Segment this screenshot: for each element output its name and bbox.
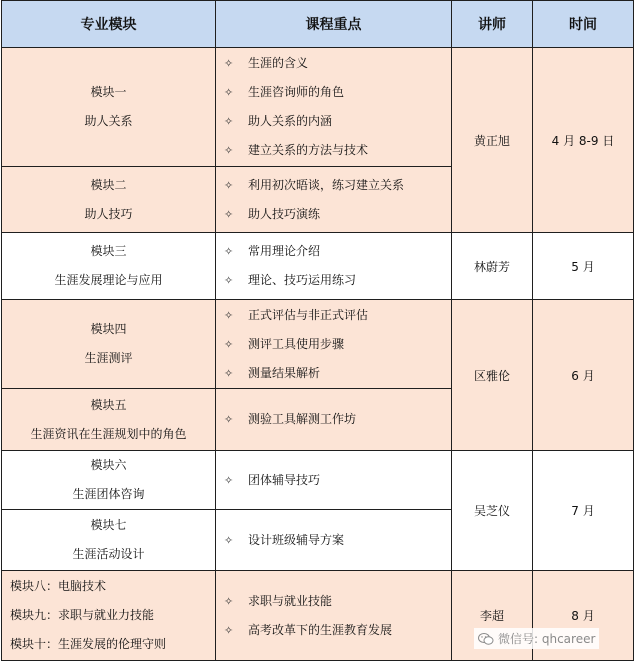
module-name: 模块六 [90,458,127,472]
diamond-icon: ✧ [224,413,234,426]
time-cell: 4 月 8-9 日 [533,48,634,233]
watermark [474,628,599,649]
module-name: 模块十：生涯发展的伦理守则 [10,637,167,651]
module-cell [2,167,216,233]
topics-cell [216,167,452,233]
module-cell [2,300,216,389]
module-name: 模块一 [90,85,127,99]
topic-item: ✧ 设计班级辅导方案 [224,526,451,555]
module-title: 生涯资讯在生涯规划中的角色 [30,426,187,441]
module-title: 生涯测评 [84,351,133,365]
topics-cell [216,451,452,510]
header-row [2,1,634,48]
table-row [2,233,634,300]
module-cell [2,571,216,661]
topics-cell [216,571,452,661]
topic-item: ✧ 测验工具解测工作坊 [224,405,451,434]
diamond-icon: ✧ [224,144,234,157]
topic-item: ✧ 团体辅导技巧 [224,466,451,495]
module-name: 模块二 [90,177,127,192]
wechat-icon [478,632,494,646]
topics-cell [216,300,452,389]
diamond-icon: ✧ [224,57,234,70]
time-cell: 6 月 [533,300,634,451]
lecturer-cell: 李超 [452,571,533,661]
diamond-icon: ✧ [224,115,234,128]
diamond-icon: ✧ [224,594,234,608]
time-cell: 5 月 [533,233,634,300]
diamond-icon: ✧ [224,337,234,351]
topic-item: ✧ 利用初次晤谈，练习建立关系 [224,171,451,200]
topics-cell [216,48,452,167]
topic-item: ✧ 理论、技巧运用练习 [224,266,451,295]
topic-item: ✧ 生涯咨询师的角色 [224,78,451,107]
module-name: 模块八：电脑技术 [10,579,107,593]
lecturer-cell: 吴芝仪 [452,451,533,571]
lecturer-cell: 区雅伦 [452,300,533,451]
diamond-icon: ✧ [224,178,234,192]
module-title: 生涯活动设计 [72,547,145,561]
diamond-icon: ✧ [224,86,234,99]
module-name: 模块四 [90,322,127,336]
table-row [2,48,634,167]
diamond-icon: ✧ [224,533,234,547]
header-time: 时间 [533,1,634,48]
module-name: 模块九：求职与就业力技能 [10,608,155,622]
module-cell [2,233,216,300]
table-row [2,300,634,389]
diamond-icon: ✧ [224,245,234,258]
lecturer-cell: 黄正旭 [452,48,533,233]
diamond-icon: ✧ [224,274,234,287]
diamond-icon: ✧ [224,366,234,380]
diamond-icon: ✧ [224,308,234,322]
module-cell [2,389,216,451]
diamond-icon: ✧ [224,207,234,221]
topic-item: ✧ 测评工具使用步骤 [224,330,451,359]
header-lecturer: 讲师 [452,1,533,48]
module-title: 助人技巧 [84,206,133,221]
header-module: 专业模块 [2,1,216,48]
topic-item: ✧ 助人关系的内涵 [224,107,451,136]
topic-item: ✧ 求职与就业技能 [224,587,451,616]
module-name: 模块七 [90,518,127,532]
topics-cell [216,233,452,300]
module-cell [2,451,216,510]
topic-item: ✧ 高考改革下的生涯教育发展 [224,616,451,645]
module-title: 生涯发展理论与应用 [54,273,163,287]
time-cell: 7 月 [533,451,634,571]
diamond-icon: ✧ [224,473,234,487]
topic-item: ✧ 建立关系的方法与技术 [224,136,451,165]
topic-item: ✧ 助人技巧演练 [224,200,451,229]
table-row [2,451,634,510]
topics-cell [216,510,452,571]
module-name: 模块三 [90,244,127,258]
module-cell [2,510,216,571]
topics-cell [216,389,452,451]
lecturer-cell: 林蔚芳 [452,233,533,300]
course-table [1,0,634,661]
topic-item: ✧ 测量结果解析 [224,359,451,388]
module-title: 助人关系 [84,114,133,128]
topic-item: ✧ 正式评估与非正式评估 [224,301,451,330]
topic-item: ✧ 生涯的含义 [224,49,451,78]
time-cell: 8 月 [533,571,634,661]
module-cell [2,48,216,167]
topic-item: ✧ 常用理论介绍 [224,237,451,266]
module-title: 生涯团体咨询 [72,487,145,501]
module-name: 模块五 [90,397,127,412]
header-course: 课程重点 [216,1,452,48]
diamond-icon: ✧ [224,623,234,637]
watermark-text: 微信号: qhcareer [498,632,596,646]
